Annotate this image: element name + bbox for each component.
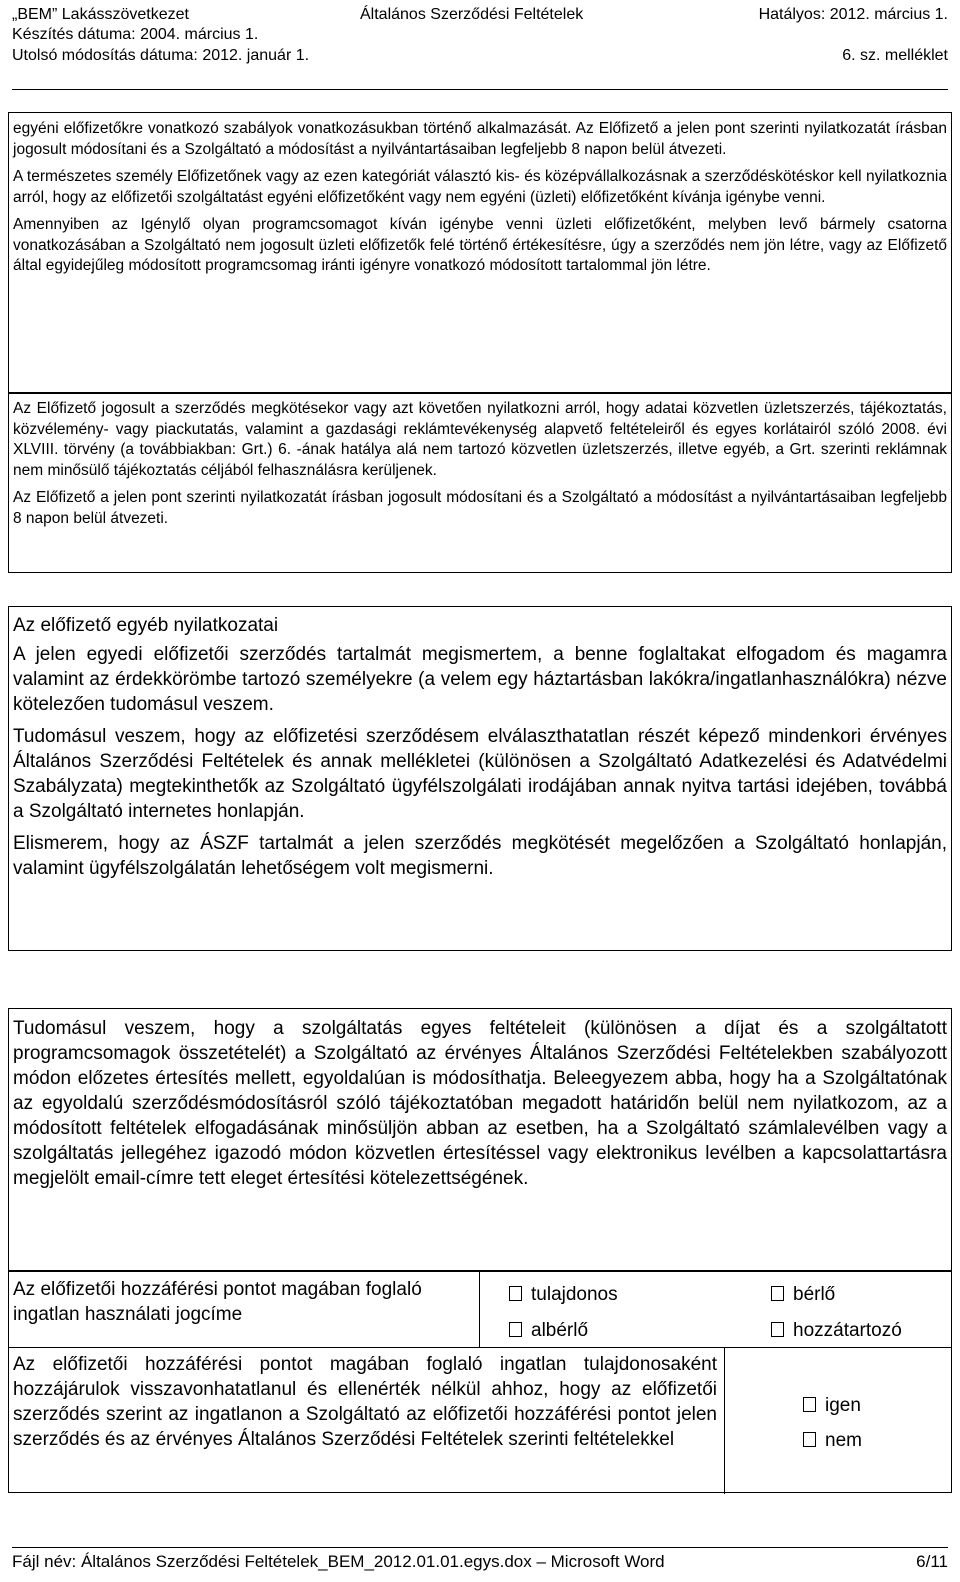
checkbox-label: nem (825, 1430, 862, 1451)
row-divider (9, 1347, 951, 1348)
modified-date: Utolsó módosítás dátuma: 2012. január 1. (12, 47, 310, 64)
annex-number: 6. sz. melléklet (842, 47, 948, 64)
paragraph: A jelen egyedi előfizetői szerződés tartalmát megismertem, a benne foglaltakat elfogadom és magamra valamint az érdekkörömbe tartozó személyekre (a velem egy háztartásban lakókra/ingatlanhasználókra) nézve kötelezően tudomásul veszem. (13, 644, 947, 715)
property-table (8, 1271, 952, 1493)
paragraph: A természetes személy Előfizetőnek vagy az ezen kategóriát választó kis- és középvállalkozásnak a szerződéskötéskor kell nyilatkoznia arról, hogy az előfizetői szolgáltatást egyéni előfizetőként vagy nem egyéni (üzleti) előfizetőként kívánja igénybe venni. (13, 168, 947, 206)
checkbox-relative[interactable] (771, 1318, 902, 1343)
usage-title-text: Az előfizetői hozzáférési pontot magában foglaló ingatlan használati jogcíme (13, 1279, 422, 1325)
paragraph: Amennyiben az Igénylő olyan programcsomagot kíván igénybe venni üzleti előfizetőként, melyben levő bármely csatorna vonatkozásában a Szolgáltató nem jogosult üzleti előfizetők felé történő értékesítésre, úgy a szerződés nem jön létre, vagy az Előfizető által egyidejűleg módosított programcsomag iránti igényre vonatkozó módosított tartalommal jön létre. (13, 216, 947, 274)
page-header (12, 5, 948, 65)
checkbox-label: igen (825, 1395, 861, 1416)
cell-divider (479, 1272, 480, 1347)
checkbox-icon (803, 1432, 816, 1447)
owner-consent-paragraph: Az előfizetői hozzáférési pontot magában foglaló ingatlan tulajdonosaként hozzájárulok visszavonhatatlanul és ellenérték nélkül ahhoz, hogy az előfizetői szerződés szerint az ingatlanon a Szolgáltató az előfizetői hozzáférési pontot jelen szerződés és az érvényes Általános Szerződési Feltételek szerinti feltételekkel (13, 1354, 717, 1450)
checkbox-icon (509, 1322, 522, 1337)
usage-title-label (13, 1277, 475, 1327)
checkbox-icon (509, 1286, 522, 1301)
checkbox-label: hozzátartozó (793, 1320, 902, 1341)
paragraph: Elismerem, hogy az ÁSZF tartalmát a jelen szerződés megkötését megelőzően a Szolgáltató honlapján, valamint ügyfélszolgálatán lehetőségem volt megismerni. (13, 833, 947, 879)
checkbox-tenant[interactable] (771, 1282, 835, 1307)
checkbox-label: bérlő (793, 1284, 836, 1305)
header-divider (12, 89, 948, 90)
page-footer (12, 1547, 948, 1571)
direct-marketing-box (8, 393, 952, 573)
company-name: „BEM” Lakásszövetkezet (12, 6, 189, 23)
section-heading: Az előfizető egyéb nyilatkozatai (13, 615, 279, 636)
paragraph: egyéni előfizetőkre vonatkozó szabályok vonatkozásukban történő alkalmazását. Az Előfizető a jelen pont szerinti nyilatkozatát írásban jogosult módosítani és a Szolgáltató a módosítást a nyilvántartásaiban legfeljebb 8 napon belül átvezeti. (13, 120, 947, 158)
checkbox-icon (771, 1286, 784, 1301)
cell-divider (724, 1347, 725, 1494)
paragraph: Tudomásul veszem, hogy az előfizetési szerződésem elválaszthatatlan részét képező mindenkori érvényes Általános Szerződési Feltételek és annak mellékletei (különösen a Szolgáltató Adatkezelési és Adatvédelmi Szabályzata) megtekinthetők az Szolgáltató ügyfélszolgálati irodájában annak nyitva tartási idejében, továbbá a Szolgáltató internetes honlapján. (13, 726, 947, 822)
checkbox-label: albérlő (531, 1320, 589, 1341)
document-title: Általános Szerződési Feltételek (360, 6, 584, 23)
checkbox-subtenant[interactable] (509, 1318, 588, 1343)
checkbox-icon (803, 1397, 816, 1412)
modification-consent-box (8, 1008, 952, 1271)
paragraph: Az Előfizető a jelen pont szerinti nyilatkozatát írásban jogosult módosítani és a Szolgáltató a módosítást a nyilvántartásaiban legfeljebb 8 napon belül átvezeti. (13, 489, 947, 527)
other-declarations-box (8, 606, 952, 951)
page-number: 6/11 (916, 1552, 948, 1571)
checkbox-label: tulajdonos (531, 1284, 618, 1305)
checkbox-no[interactable] (803, 1428, 862, 1453)
file-name: Fájl név: Általános Szerződési Feltételek_BEM_2012.01.01.egys.dox – Microsoft Word (12, 1552, 665, 1571)
checkbox-owner[interactable] (509, 1282, 618, 1307)
effective-date: Hatályos: 2012. március 1. (758, 6, 948, 23)
checkbox-yes[interactable] (803, 1393, 861, 1418)
customer-type-box (8, 112, 952, 393)
paragraph: Tudomásul veszem, hogy a szolgáltatás egyes feltételeit (különösen a díjat és a szolgáltatott programcsomagok összetételét) a Szolgáltató az érvényes Általános Szerződési Feltételekben szabályozott módon előzetes értesítés mellett, egyoldalúan is módosíthatja. Beleegyezem abba, hogy ha a Szolgáltatónak az egyoldalú szerződésmódosításról szóló tájékoztatóban megadott határidőn belül nem nyilatkozom, az a módosított feltételek elfogadásának minősüljön abban az esetben, ha a Szolgáltató számlalevélben vagy a szolgáltatás jellegéhez igazodó módon közvetlen értesítéssel vagy elektronikus levélben a kapcsolattartásra megjelölt email-címre tett eleget értesítési kötelezettségének. (13, 1018, 947, 1189)
owner-consent-text (13, 1352, 717, 1452)
checkbox-icon (771, 1322, 784, 1337)
created-date: Készítés dátuma: 2004. március 1. (12, 26, 259, 43)
paragraph: Az Előfizető jogosult a szerződés megkötésekor vagy azt követően nyilatkozni arról, hogy adatai közvetlen üzletszerzés, tájékoztatás, közvélemény- vagy piackutatás, valamint a gazdasági reklámtevékenység alapvető feltételeiről és egyes korlátairól szóló 2008. évi XLVIII. törvény (a továbbiakban: Grt.) 6. -ának hatálya alá nem tartozó közvetlen üzletszerzés, illetve egyéb, a Grt. szerinti reklámnak nem minősülő tájékoztatás céljából felhasználásra kerüljenek. (13, 400, 947, 479)
